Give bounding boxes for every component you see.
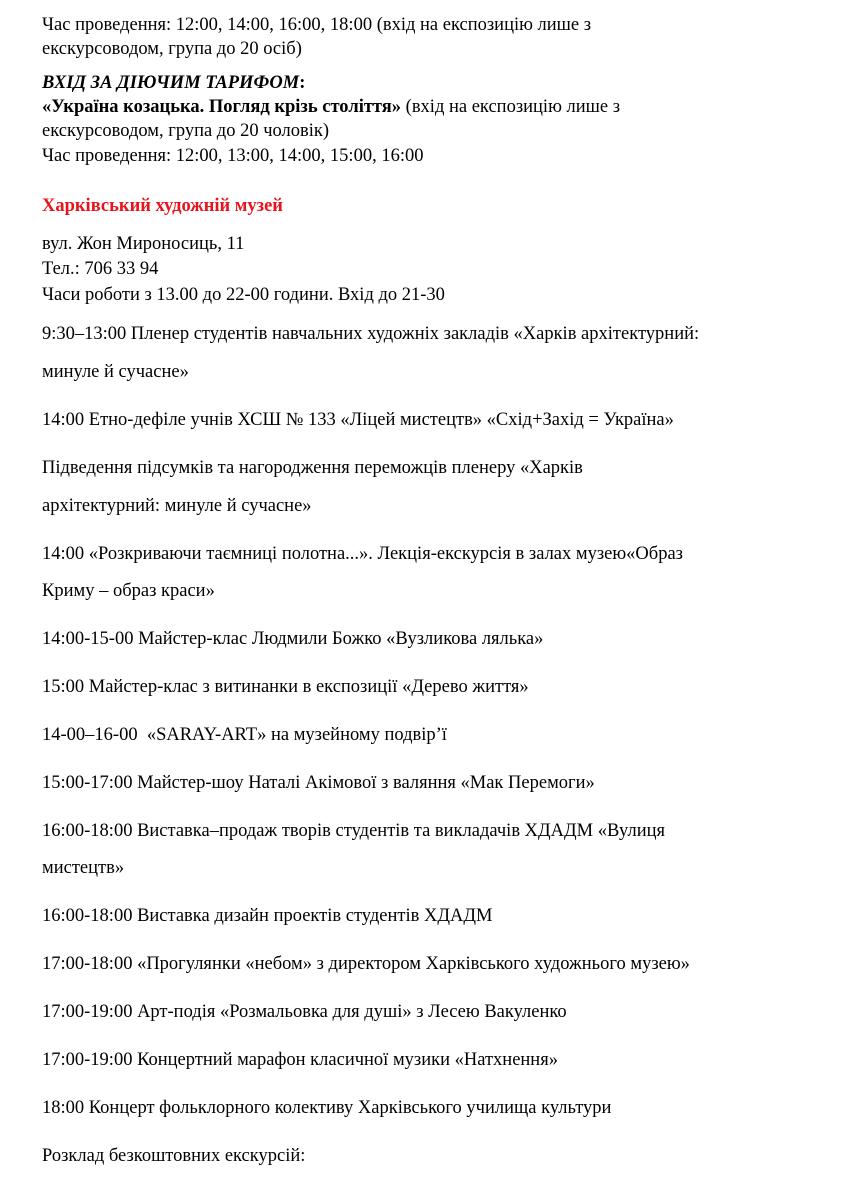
event-line: 17:00-18:00 «Прогулянки «небом» з директором Харківського художнього музею» xyxy=(42,954,690,974)
tariff-colon: : xyxy=(299,73,306,93)
event-line: 18:00 Концерт фольклорного колективу Харківського училища культури xyxy=(42,1098,612,1118)
event-line: 16:00-18:00 Виставка дизайн проектів студентів ХДАДМ xyxy=(42,906,493,926)
event-line: 17:00-19:00 Концертний марафон класичної музики «Натхнення» xyxy=(42,1050,558,1070)
event-line: 14:00 «Розкриваючи таємниці полотна...». Лекція-екскурсія в залах музею«Образ xyxy=(42,544,683,564)
tariff-heading: ВХІД ЗА ДІЮЧИМ ТАРИФОМ xyxy=(42,73,300,93)
exhibit-note: (вхід на експозицію лише з xyxy=(401,97,621,117)
event-line: Підведення підсумків та нагородження переможців пленеру «Харків xyxy=(42,458,583,478)
intro-line-1: Час проведення: 12:00, 14:00, 16:00, 18:00 (вхід на експозицію лише з xyxy=(42,15,592,35)
free-tours-heading: Розклад безкоштовних екскурсій: xyxy=(42,1146,306,1166)
museum-hours: Часи роботи з 13.00 до 22-00 години. Вхід до 21-30 xyxy=(42,285,445,305)
museum-name: Харківський художній музей xyxy=(42,196,283,216)
exhibit-line-1 xyxy=(42,98,620,117)
event-line: 16:00-18:00 Виставка–продаж творів студентів та викладачів ХДАДМ «Вулиця xyxy=(42,821,666,841)
event-line: минуле й сучасне» xyxy=(42,362,189,382)
event-line: 14:00-15-00 Майстер-клас Людмили Божко «Вузликова лялька» xyxy=(42,629,544,649)
event-line: архітектурний: минуле й сучасне» xyxy=(42,496,312,516)
museum-address: вул. Жон Мироносиць, 11 xyxy=(42,234,245,254)
exhibit-title: «Україна козацька. Погляд крізь століття» xyxy=(42,97,402,117)
museum-phone: Тел.: 706 33 94 xyxy=(42,259,159,279)
event-line: 15:00 Майстер-клас з витинанки в експозиції «Дерево життя» xyxy=(42,677,529,697)
event-line: 17:00-19:00 Арт-подія «Розмальовка для душі» з Лесею Вакуленко xyxy=(42,1002,567,1022)
event-line: мистецтв» xyxy=(42,858,125,878)
event-line: 15:00-17:00 Майстер-шоу Наталі Акімової з валяння «Мак Перемоги» xyxy=(42,773,595,793)
event-line: 14-00–16-00 «SARAY-ART» на музейному подвір’ї xyxy=(42,725,447,745)
exhibit-line-2: екскурсоводом, група до 20 чоловік) xyxy=(42,121,330,141)
event-line: Криму – образ краси» xyxy=(42,581,215,601)
event-line: 14:00 Етно-дефіле учнів ХСШ № 133 «Ліцей мистецтв» «Схід+Захід = Україна» xyxy=(42,410,674,430)
intro-line-2: екскурсоводом, група до 20 осіб) xyxy=(42,39,302,59)
tariff-heading-line xyxy=(42,74,305,93)
tariff-time: Час проведення: 12:00, 13:00, 14:00, 15:00, 16:00 xyxy=(42,146,424,166)
event-line: 9:30–13:00 Пленер студентів навчальних художніх закладів «Харків архітектурний: xyxy=(42,324,700,344)
